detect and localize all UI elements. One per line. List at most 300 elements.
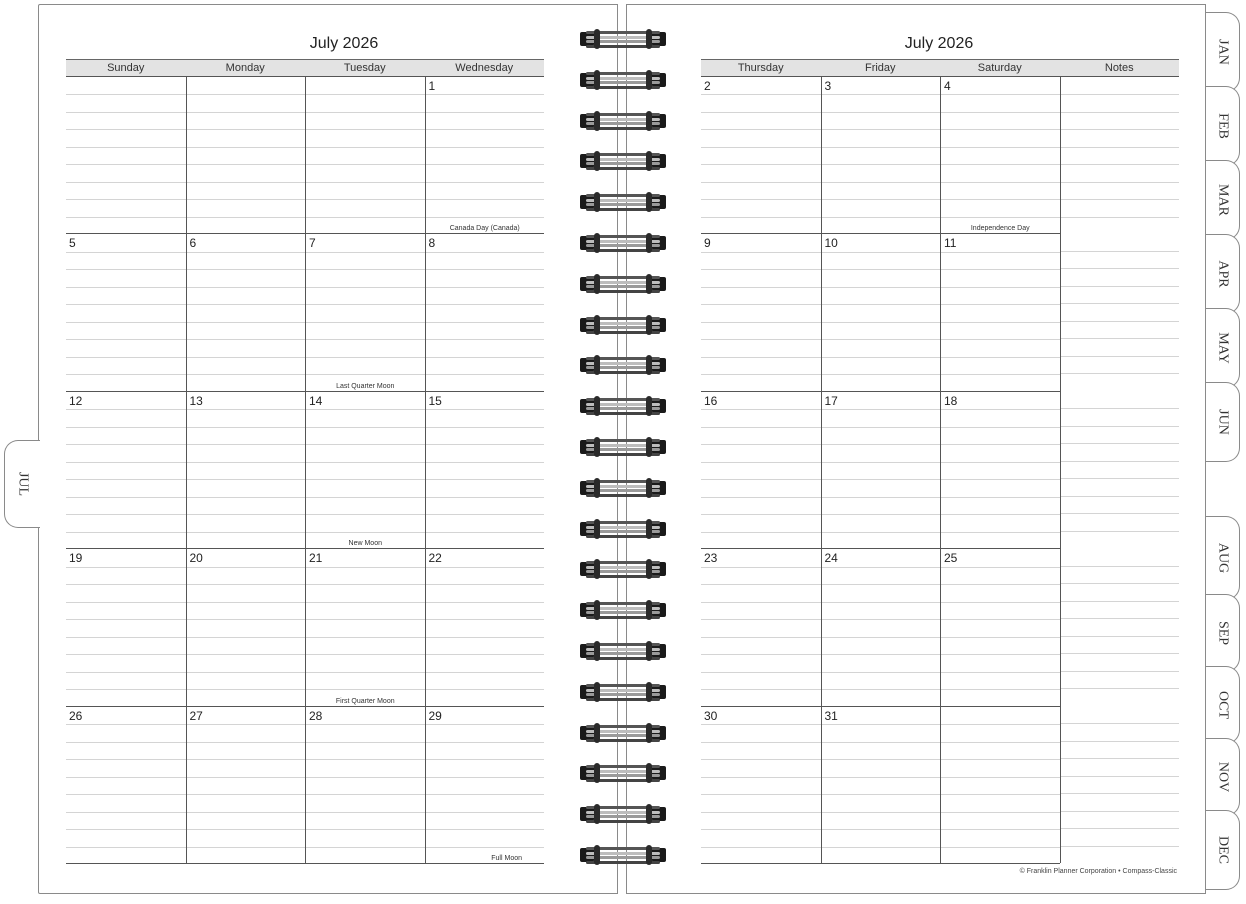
day-number: 27 <box>189 708 203 723</box>
day-cell <box>940 76 1060 233</box>
writing-line <box>66 829 186 830</box>
writing-line <box>187 689 306 690</box>
day-number: 29 <box>428 708 442 723</box>
day-number: 4 <box>944 79 951 93</box>
writing-line <box>66 794 186 795</box>
writing-line <box>306 269 425 270</box>
writing-line <box>822 147 941 148</box>
writing-line <box>701 514 821 515</box>
writing-line <box>306 444 425 445</box>
tab-label: AUG <box>1215 542 1231 574</box>
writing-line <box>66 479 186 480</box>
writing-line <box>941 637 1060 638</box>
writing-line <box>66 269 186 270</box>
writing-line <box>1061 94 1180 95</box>
writing-line <box>1061 811 1180 812</box>
day-number: 16 <box>704 393 718 408</box>
writing-line <box>306 339 425 340</box>
writing-line <box>66 94 186 95</box>
day-cell <box>821 548 941 705</box>
writing-line <box>187 287 306 288</box>
tab-label: SEP <box>1215 620 1231 646</box>
writing-line <box>306 847 425 848</box>
writing-line <box>701 619 821 620</box>
writing-line <box>941 497 1060 498</box>
writing-line <box>701 462 821 463</box>
notes-area <box>1060 233 1180 390</box>
writing-line <box>66 514 186 515</box>
writing-line <box>306 147 425 148</box>
writing-line <box>187 94 306 95</box>
writing-line <box>426 287 545 288</box>
writing-line <box>822 164 941 165</box>
day-cell <box>66 233 186 390</box>
writing-line <box>822 689 941 690</box>
writing-line <box>701 164 821 165</box>
writing-line <box>1061 531 1180 532</box>
writing-line <box>941 602 1060 603</box>
tab-label: MAY <box>1215 332 1231 364</box>
writing-line <box>1061 496 1180 497</box>
writing-line <box>941 129 1060 130</box>
writing-line <box>822 462 941 463</box>
writing-line <box>66 287 186 288</box>
writing-line <box>426 304 545 305</box>
writing-line <box>306 479 425 480</box>
day-number: 9 <box>704 236 711 251</box>
writing-line <box>941 689 1060 690</box>
writing-line <box>822 584 941 585</box>
writing-line <box>941 269 1060 270</box>
writing-line <box>426 252 545 253</box>
spiral-ring <box>580 191 666 213</box>
writing-line <box>701 847 821 848</box>
notes-area <box>1060 391 1180 548</box>
spiral-ring <box>580 28 666 50</box>
writing-line <box>66 689 186 690</box>
spiral-ring <box>580 395 666 417</box>
writing-line <box>822 129 941 130</box>
writing-line <box>187 759 306 760</box>
writing-line <box>306 514 425 515</box>
writing-line <box>187 742 306 743</box>
day-number: 19 <box>69 551 83 566</box>
writing-line <box>701 322 821 323</box>
writing-line <box>701 532 821 533</box>
writing-line <box>701 479 821 480</box>
writing-line <box>941 164 1060 165</box>
writing-line <box>941 287 1060 288</box>
writing-line <box>1061 461 1180 462</box>
writing-line <box>701 812 821 813</box>
writing-line <box>306 217 425 218</box>
writing-line <box>941 427 1060 428</box>
writing-line <box>822 742 941 743</box>
writing-line <box>306 619 425 620</box>
writing-line <box>306 409 425 410</box>
writing-line <box>426 182 545 183</box>
writing-line <box>66 252 186 253</box>
writing-line <box>426 619 545 620</box>
day-cell <box>701 233 821 390</box>
day-header-monday: Monday <box>186 59 306 76</box>
writing-line <box>822 217 941 218</box>
writing-line <box>1061 618 1180 619</box>
writing-line <box>941 147 1060 148</box>
day-cell <box>425 76 545 233</box>
writing-line <box>426 742 545 743</box>
writing-line <box>306 689 425 690</box>
tab-nov[interactable] <box>1206 738 1240 816</box>
writing-line <box>822 654 941 655</box>
writing-line <box>66 532 186 533</box>
day-number: 30 <box>704 708 718 723</box>
writing-line <box>66 129 186 130</box>
writing-line <box>1061 601 1180 602</box>
writing-line <box>701 94 821 95</box>
day-cell <box>186 548 306 705</box>
writing-line <box>822 847 941 848</box>
tab-jun[interactable] <box>1206 382 1240 462</box>
writing-line <box>701 497 821 498</box>
writing-line <box>426 479 545 480</box>
writing-line <box>187 444 306 445</box>
writing-line <box>187 409 306 410</box>
writing-line <box>1061 653 1180 654</box>
day-event: New Moon <box>348 540 382 548</box>
writing-line <box>66 304 186 305</box>
writing-line <box>306 462 425 463</box>
tab-sep[interactable] <box>1206 594 1240 672</box>
day-cell <box>66 548 186 705</box>
writing-line <box>822 812 941 813</box>
day-cell <box>425 706 545 863</box>
writing-line <box>822 287 941 288</box>
day-header-saturday: Saturday <box>940 59 1060 76</box>
tab-label: FEB <box>1215 113 1231 139</box>
spiral-ring <box>580 762 666 784</box>
writing-line <box>1061 443 1180 444</box>
writing-line <box>66 427 186 428</box>
day-cell <box>305 233 425 390</box>
writing-line <box>66 182 186 183</box>
writing-line <box>426 322 545 323</box>
writing-line <box>941 829 1060 830</box>
writing-line <box>822 409 941 410</box>
tab-may[interactable] <box>1206 308 1240 388</box>
writing-line <box>941 724 1060 725</box>
writing-line <box>187 514 306 515</box>
writing-line <box>1061 356 1180 357</box>
writing-line <box>701 287 821 288</box>
day-number: 13 <box>189 393 203 408</box>
writing-line <box>701 357 821 358</box>
writing-line <box>941 532 1060 533</box>
day-cell <box>940 233 1060 390</box>
spiral-ring <box>580 558 666 580</box>
writing-line <box>822 602 941 603</box>
writing-line <box>822 532 941 533</box>
writing-line <box>187 829 306 830</box>
writing-line <box>701 602 821 603</box>
day-cell <box>821 706 941 863</box>
writing-line <box>426 147 545 148</box>
writing-line <box>1061 636 1180 637</box>
writing-line <box>426 584 545 585</box>
writing-line <box>941 322 1060 323</box>
writing-line <box>426 812 545 813</box>
writing-line <box>306 357 425 358</box>
day-number: 3 <box>824 79 832 93</box>
writing-line <box>1061 129 1180 130</box>
writing-line <box>187 847 306 848</box>
writing-line <box>822 829 941 830</box>
day-cell <box>701 706 821 863</box>
spiral-ring <box>580 518 666 540</box>
day-number: 8 <box>428 236 436 251</box>
writing-line <box>822 94 941 95</box>
day-number: 1 <box>428 79 436 93</box>
writing-line <box>426 777 545 778</box>
tab-jul[interactable] <box>4 440 40 528</box>
writing-line <box>1061 373 1180 374</box>
writing-line <box>66 759 186 760</box>
writing-line <box>187 654 306 655</box>
writing-line <box>66 199 186 200</box>
writing-line <box>426 759 545 760</box>
writing-line <box>187 199 306 200</box>
writing-line <box>306 567 425 568</box>
writing-line <box>941 777 1060 778</box>
writing-line <box>306 304 425 305</box>
writing-line <box>66 654 186 655</box>
writing-line <box>306 129 425 130</box>
writing-line <box>941 374 1060 375</box>
notes-area <box>1060 548 1180 705</box>
writing-line <box>187 479 306 480</box>
writing-line <box>426 829 545 830</box>
spiral-ring <box>580 314 666 336</box>
day-header-wednesday: Wednesday <box>425 59 545 76</box>
day-cell <box>66 706 186 863</box>
tab-oct[interactable] <box>1206 666 1240 744</box>
writing-line <box>66 374 186 375</box>
writing-line <box>1061 321 1180 322</box>
spiral-ring <box>580 681 666 703</box>
writing-line <box>1061 688 1180 689</box>
writing-line <box>1061 199 1180 200</box>
day-header-sunday: Sunday <box>66 59 186 76</box>
writing-line <box>701 672 821 673</box>
spiral-ring <box>580 354 666 376</box>
writing-line <box>1061 147 1180 148</box>
day-number: 12 <box>69 393 83 408</box>
writing-line <box>1061 741 1180 742</box>
tab-dec[interactable] <box>1206 810 1240 890</box>
writing-line <box>66 637 186 638</box>
writing-line <box>66 357 186 358</box>
writing-line <box>1061 251 1180 252</box>
writing-line <box>701 339 821 340</box>
writing-line <box>426 129 545 130</box>
writing-line <box>1061 268 1180 269</box>
day-event: First Quarter Moon <box>335 697 395 705</box>
day-cell <box>66 76 186 233</box>
spiral-ring <box>580 273 666 295</box>
writing-line <box>701 252 821 253</box>
writing-line <box>701 444 821 445</box>
writing-line <box>187 672 306 673</box>
tab-aug[interactable] <box>1206 516 1240 600</box>
writing-line <box>701 794 821 795</box>
writing-line <box>306 497 425 498</box>
writing-line <box>426 94 545 95</box>
tab-apr[interactable] <box>1206 234 1240 314</box>
day-number: 18 <box>944 393 958 408</box>
day-cell <box>305 76 425 233</box>
writing-line <box>701 584 821 585</box>
writing-line <box>426 357 545 358</box>
tab-feb[interactable] <box>1206 86 1240 166</box>
day-cell <box>940 548 1060 705</box>
writing-line <box>1061 758 1180 759</box>
day-number: 31 <box>824 708 838 723</box>
writing-line <box>66 409 186 410</box>
spiral-ring <box>580 232 666 254</box>
writing-line <box>426 339 545 340</box>
day-number: 26 <box>69 708 83 723</box>
spiral-ring <box>580 436 666 458</box>
writing-line <box>187 584 306 585</box>
writing-line <box>426 724 545 725</box>
writing-line <box>187 147 306 148</box>
writing-line <box>306 794 425 795</box>
writing-line <box>306 94 425 95</box>
spiral-binding <box>578 28 668 878</box>
writing-line <box>66 672 186 673</box>
month-title: July 2026 <box>309 35 379 52</box>
writing-line <box>187 812 306 813</box>
writing-line <box>941 112 1060 113</box>
writing-line <box>822 479 941 480</box>
writing-line <box>701 567 821 568</box>
writing-line <box>701 637 821 638</box>
writing-line <box>822 794 941 795</box>
tab-jan[interactable] <box>1206 12 1240 92</box>
writing-line <box>822 444 941 445</box>
day-cell <box>186 76 306 233</box>
tab-label: APR <box>1215 260 1231 288</box>
writing-line <box>426 532 545 533</box>
day-cell <box>425 391 545 548</box>
writing-line <box>187 112 306 113</box>
writing-line <box>822 567 941 568</box>
writing-line <box>701 724 821 725</box>
day-event: Independence Day <box>970 225 1030 233</box>
writing-line <box>941 742 1060 743</box>
writing-line <box>426 637 545 638</box>
day-number: 10 <box>824 236 838 251</box>
writing-line <box>822 322 941 323</box>
writing-line <box>701 269 821 270</box>
writing-line <box>66 147 186 148</box>
writing-line <box>701 829 821 830</box>
tab-mar[interactable] <box>1206 160 1240 240</box>
writing-line <box>66 742 186 743</box>
tab-label: JUL <box>15 471 31 497</box>
writing-line <box>426 217 545 218</box>
writing-line <box>426 794 545 795</box>
writing-line <box>701 777 821 778</box>
writing-line <box>66 777 186 778</box>
writing-line <box>187 794 306 795</box>
day-event: Full Moon <box>491 854 522 862</box>
writing-line <box>426 497 545 498</box>
writing-line <box>187 164 306 165</box>
writing-line <box>426 164 545 165</box>
writing-line <box>941 304 1060 305</box>
spiral-ring <box>580 477 666 499</box>
day-cell <box>821 76 941 233</box>
writing-line <box>66 497 186 498</box>
writing-line <box>701 147 821 148</box>
writing-line <box>941 94 1060 95</box>
writing-line <box>306 164 425 165</box>
day-cell <box>66 391 186 548</box>
tab-label: OCT <box>1215 691 1231 719</box>
writing-line <box>306 654 425 655</box>
writing-line <box>66 847 186 848</box>
calendar-grid-left <box>66 59 544 863</box>
right-page <box>626 4 1206 894</box>
writing-line <box>941 182 1060 183</box>
day-number: 6 <box>189 236 197 251</box>
tab-label: JUN <box>1215 409 1231 435</box>
day-number: 25 <box>944 551 958 566</box>
writing-line <box>822 637 941 638</box>
day-cell <box>305 548 425 705</box>
writing-line <box>701 112 821 113</box>
day-cell <box>940 391 1060 548</box>
spiral-ring <box>580 640 666 662</box>
writing-line <box>306 427 425 428</box>
writing-line <box>1061 303 1180 304</box>
writing-line <box>822 427 941 428</box>
writing-line <box>822 304 941 305</box>
writing-line <box>66 217 186 218</box>
writing-line <box>306 199 425 200</box>
writing-line <box>701 182 821 183</box>
writing-line <box>941 672 1060 673</box>
writing-line <box>66 322 186 323</box>
writing-line <box>1061 583 1180 584</box>
writing-line <box>941 654 1060 655</box>
writing-line <box>187 217 306 218</box>
writing-line <box>187 269 306 270</box>
writing-line <box>941 462 1060 463</box>
writing-line <box>187 339 306 340</box>
writing-line <box>306 112 425 113</box>
day-cell <box>305 391 425 548</box>
month-title: July 2026 <box>904 35 974 52</box>
writing-line <box>426 847 545 848</box>
writing-line <box>1061 426 1180 427</box>
writing-line <box>187 322 306 323</box>
writing-line <box>66 584 186 585</box>
writing-line <box>701 427 821 428</box>
writing-line <box>941 847 1060 848</box>
spiral-ring <box>580 722 666 744</box>
